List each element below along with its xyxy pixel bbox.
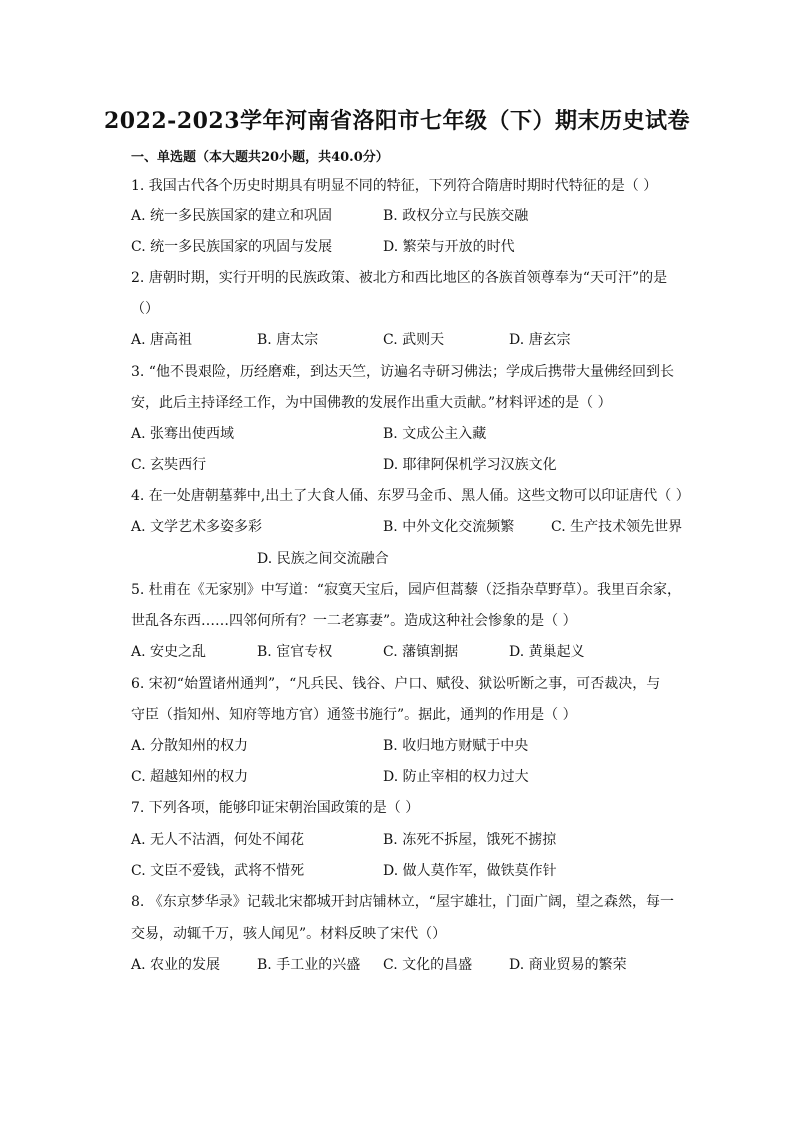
question-4-option-c: C. 生产技术领先世界 (551, 519, 683, 535)
question-6-text-cont: 守臣（指知州、知府等地方官）通签书施行”。据此，通判的作用是（ ） (131, 707, 577, 723)
question-8-option-b: B. 手工业的兴盛 (257, 957, 361, 973)
question-2-option-d: D. 唐玄宗 (509, 332, 571, 348)
section-heading: 一、单选题（本大题共20小题，共40.0分） (131, 150, 389, 165)
question-1-option-c: C. 统一多民族国家的巩固与发展 (131, 239, 333, 255)
question-1-option-d: D. 繁荣与开放的时代 (383, 239, 515, 255)
question-8-text: 8. 《东京梦华录》记载北宋都城开封店铺林立，“屋宇雄壮，门面广阔，望之森然，每一 (131, 894, 674, 910)
question-6-option-d: D. 防止宰相的权力过大 (383, 769, 529, 785)
question-3-text: 3. “他不畏艰险，历经磨难，到达天竺，访遍名寺研习佛法；学成后携带大量佛经回到长 (131, 364, 674, 380)
question-4-text: 4. 在一处唐朝墓葬中,出土了大食人俑、东罗马金币、黑人俑。这些文物可以印证唐代（ ） (131, 488, 690, 504)
question-4-option-b: B. 中外文化交流频繁 (383, 519, 515, 535)
question-4-option-d: D. 民族之间交流融合 (257, 551, 389, 567)
question-5-text-cont: 世乱各东西……四邻何所有？一二老寡妻”。造成这种社会惨象的是（ ） (131, 613, 577, 629)
question-3-option-c: C. 玄奘西行 (131, 457, 207, 473)
question-5-text: 5. 杜甫在《无家别》中写道：“寂寞天宝后，园庐但蒿藜（泛指杂草野草）。我里百余家， (131, 582, 681, 598)
question-4-option-a: A. 文学艺术多姿多彩 (131, 519, 263, 535)
question-1-option-b: B. 政权分立与民族交融 (383, 208, 529, 224)
question-5-option-b: B. 宦官专权 (257, 644, 333, 660)
question-6-option-b: B. 收归地方财赋于中央 (383, 738, 529, 754)
question-2-option-c: C. 武则天 (383, 332, 445, 348)
question-3-option-d: D. 耶律阿保机学习汉族文化 (383, 457, 557, 473)
question-7-option-b: B. 冻死不拆屋，饿死不掳掠 (383, 832, 557, 848)
question-5-option-c: C. 藩镇割据 (383, 644, 459, 660)
question-2-text-cont: （） (131, 301, 159, 317)
question-6-option-c: C. 超越知州的权力 (131, 769, 249, 785)
question-8-option-a: A. 农业的发展 (131, 957, 221, 973)
question-2-option-b: B. 唐太宗 (257, 332, 319, 348)
question-3-option-a: A. 张骞出使西域 (131, 426, 235, 442)
question-8-option-d: D. 商业贸易的繁荣 (509, 957, 627, 973)
question-2-text: 2. 唐朝时期，实行开明的民族政策、被北方和西比地区的各族首领尊奉为“天可汗”的是 (131, 270, 668, 286)
question-3-option-b: B. 文成公主入藏 (383, 426, 487, 442)
question-7-option-d: D. 做人莫作军，做铁莫作针 (383, 863, 557, 879)
question-1-option-a: A. 统一多民族国家的建立和巩固 (131, 208, 333, 224)
question-6-text: 6. 宋初“始置诸州通判”，“凡兵民、钱谷、户口、赋役、狱讼听断之事，可否裁决，与 (131, 676, 661, 692)
question-8-text-cont: 交易，动辄千万，骇人闻见”。材料反映了宋代（） (131, 926, 447, 942)
page-title: 2022-2023学年河南省洛阳市七年级（下）期末历史试卷 (103, 108, 691, 134)
question-5-option-d: D. 黄巢起义 (509, 644, 585, 660)
question-3-text-cont: 安，此后主持译经工作，为中国佛教的发展作出重大贡献。”材料评述的是（ ） (131, 395, 612, 411)
question-8-option-c: C. 文化的昌盛 (383, 957, 473, 973)
question-7-option-c: C. 文臣不爱钱，武将不惜死 (131, 863, 305, 879)
question-7-option-a: A. 无人不沽酒，何处不闻花 (131, 832, 305, 848)
question-5-option-a: A. 安史之乱 (131, 644, 207, 660)
question-7-text: 7. 下列各项，能够印证宋朝治国政策的是（ ） (131, 800, 420, 816)
question-2-option-a: A. 唐高祖 (131, 332, 193, 348)
question-1-text: 1. 我国古代各个历史时期具有明显不同的特征，下列符合隋唐时期时代特征的是（ ） (131, 178, 658, 194)
question-6-option-a: A. 分散知州的权力 (131, 738, 249, 754)
